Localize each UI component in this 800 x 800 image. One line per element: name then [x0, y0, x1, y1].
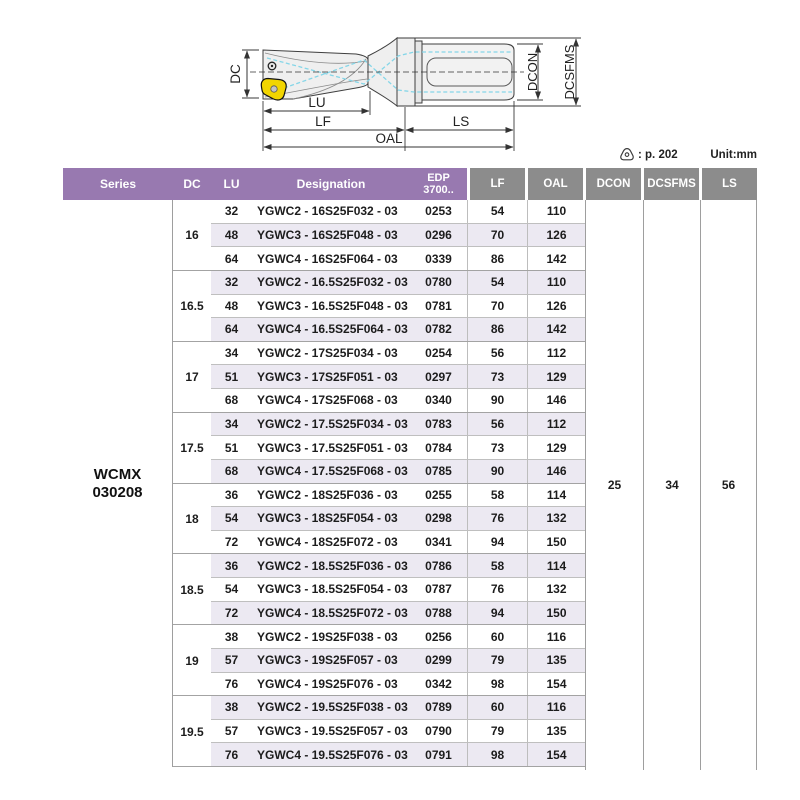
table-header [63, 168, 757, 200]
oal-cell: 142 [527, 318, 585, 341]
table-body [63, 200, 757, 767]
col-header-edp [410, 168, 467, 200]
table-row [173, 602, 585, 626]
oal-cell: 154 [527, 673, 585, 696]
row-stripe [211, 318, 585, 342]
dc-cell [173, 247, 211, 271]
designation-cell: YGWC2 - 18.5S25F036 - 03 [257, 558, 408, 573]
edp-cell: 0256 [425, 629, 452, 644]
lf-cell: 60 [467, 696, 527, 719]
lu-cell: 36 [224, 487, 239, 502]
oal-cell: 142 [527, 247, 585, 270]
edp-cell: 0299 [425, 653, 452, 668]
row-stripe [211, 200, 585, 224]
row-stripe [211, 342, 585, 366]
oal-cell: 126 [527, 295, 585, 318]
lf-cell: 76 [467, 578, 527, 601]
oal-cell: 112 [527, 413, 585, 436]
lf-cell: 90 [467, 460, 527, 483]
edp-cell: 0296 [425, 227, 452, 242]
edp-cell: 0789 [425, 700, 452, 715]
table-row [173, 295, 585, 319]
oal-cell: 129 [527, 365, 585, 388]
row-stripe [211, 365, 585, 389]
row-stripe [211, 436, 585, 460]
edp-cell: 0297 [425, 369, 452, 384]
designation-cell: YGWC3 - 19.5S25F057 - 03 [257, 724, 408, 739]
designation-cell: YGWC3 - 17.5S25F051 - 03 [257, 440, 408, 455]
dcsfms-label: DCSFMS [562, 44, 577, 100]
row-stripe [211, 531, 585, 555]
dc-cell [173, 625, 211, 649]
lf-cell: 76 [467, 507, 527, 530]
lu-cell: 38 [224, 700, 239, 715]
designation-cell: YGWC2 - 16S25F032 - 03 [257, 204, 398, 219]
lf-cell: 94 [467, 531, 527, 554]
designation-cell: YGWC2 - 17.5S25F034 - 03 [257, 416, 408, 431]
dc-cell [173, 673, 211, 697]
designation-cell: YGWC3 - 16.5S25F048 - 03 [257, 298, 408, 313]
row-stripe [211, 649, 585, 673]
oal-cell: 135 [527, 720, 585, 743]
edp-cell: 0781 [425, 298, 452, 313]
table-row [173, 531, 585, 555]
row-stripe [211, 484, 585, 508]
row-stripe [211, 507, 585, 531]
row-stripe [211, 413, 585, 437]
trigon-insert-icon [618, 146, 636, 164]
oal-cell: 146 [527, 389, 585, 412]
clamp-screw-icon [268, 62, 276, 70]
designation-cell: YGWC3 - 19S25F057 - 03 [257, 653, 398, 668]
lf-cell: 86 [467, 318, 527, 341]
lu-cell: 68 [224, 393, 239, 408]
edp-cell: 0784 [425, 440, 452, 455]
dc-cell: 18.5 [180, 582, 204, 597]
table-row [173, 673, 585, 697]
row-stripe [211, 578, 585, 602]
lu-cell: 76 [224, 676, 239, 691]
edp-cell: 0254 [425, 346, 452, 361]
lf-cell: 56 [467, 413, 527, 436]
table-row [173, 649, 585, 673]
unit-text: Unit:mm [710, 149, 757, 161]
table-row [173, 436, 585, 460]
unit-note [705, 146, 757, 164]
row-stripe [211, 247, 585, 271]
col-header-dcon: DCON [586, 168, 641, 200]
insert-page-reference [618, 146, 678, 164]
lu-cell: 64 [224, 322, 239, 337]
oal-cell: 110 [527, 200, 585, 223]
designation-cell: YGWC4 - 19S25F076 - 03 [257, 676, 398, 691]
dc-cell: 16.5 [180, 299, 204, 314]
table-row [173, 484, 585, 508]
designation-cell: YGWC2 - 19S25F038 - 03 [257, 629, 398, 644]
oal-cell: 112 [527, 342, 585, 365]
designation-cell: YGWC3 - 18S25F054 - 03 [257, 511, 398, 526]
oal-cell: 116 [527, 625, 585, 648]
table-row [173, 224, 585, 248]
lf-cell: 56 [467, 342, 527, 365]
row-stripe [211, 720, 585, 744]
edp-cell: 0788 [425, 605, 452, 620]
designation-cell: YGWC3 - 16S25F048 - 03 [257, 227, 398, 242]
designation-cell: YGWC2 - 19.5S25F038 - 03 [257, 700, 408, 715]
designation-cell: YGWC4 - 16.5S25F064 - 03 [257, 322, 408, 337]
table-rows [173, 200, 585, 767]
lu-cell: 72 [224, 605, 239, 620]
row-stripe [211, 271, 585, 295]
lf-cell: 94 [467, 602, 527, 625]
dcon-value-cell: 25 [585, 200, 643, 770]
dc-cell: 19 [185, 653, 199, 668]
oal-cell: 146 [527, 460, 585, 483]
designation-cell: YGWC4 - 17S25F068 - 03 [257, 393, 398, 408]
lu-cell: 68 [224, 464, 239, 479]
oal-cell: 154 [527, 743, 585, 766]
lf-cell: 90 [467, 389, 527, 412]
dc-cell [173, 696, 211, 720]
table-row [173, 271, 585, 295]
lu-cell: 57 [224, 653, 239, 668]
lu-cell: 38 [224, 629, 239, 644]
drill-technical-drawing [0, 0, 800, 170]
edp-cell: 0786 [425, 558, 452, 573]
oal-cell: 116 [527, 696, 585, 719]
edp-cell: 0340 [425, 393, 452, 408]
dcsfms-value-cell: 34 [643, 200, 700, 770]
table-row [173, 365, 585, 389]
page-ref-text: : p. 202 [638, 149, 678, 161]
row-stripe [211, 389, 585, 413]
dc-cell [173, 554, 211, 578]
dc-cell [173, 743, 211, 767]
dc-cell [173, 271, 211, 295]
dc-cell [173, 389, 211, 413]
row-stripe [211, 625, 585, 649]
table-row [173, 554, 585, 578]
col-header-series: Series [99, 177, 137, 191]
lf-cell: 58 [467, 554, 527, 577]
lf-cell: 54 [467, 200, 527, 223]
lf-cell: 86 [467, 247, 527, 270]
oal-label: OAL [375, 131, 403, 146]
dc-cell [173, 602, 211, 626]
dc-cell: 17 [185, 370, 199, 385]
dc-cell [173, 342, 211, 366]
dc-cell [173, 200, 211, 224]
table-row [173, 342, 585, 366]
col-header-dcsfms: DCSFMS [644, 168, 699, 200]
series-number: 030208 [92, 483, 143, 501]
lf-cell: 98 [467, 673, 527, 696]
edp-cell: 0255 [425, 487, 452, 502]
dc-cell: 17.5 [180, 441, 204, 456]
edp-cell: 0787 [425, 582, 452, 597]
col-header-ls: LS [702, 168, 757, 200]
oal-cell: 132 [527, 578, 585, 601]
table-row [173, 318, 585, 342]
dc-cell: 19.5 [180, 724, 204, 739]
dc-cell [173, 531, 211, 555]
designation-cell: YGWC2 - 18S25F036 - 03 [257, 487, 398, 502]
edp-cell: 0791 [425, 747, 452, 762]
oal-cell: 129 [527, 436, 585, 459]
lu-cell: 76 [224, 747, 239, 762]
col-header-dc: DC [183, 177, 201, 191]
col-header-lf: LF [470, 168, 525, 200]
designation-cell: YGWC4 - 18.5S25F072 - 03 [257, 605, 408, 620]
row-stripe [211, 295, 585, 319]
edp-cell: 0785 [425, 464, 452, 479]
edp-cell: 0782 [425, 322, 452, 337]
lf-cell: 73 [467, 436, 527, 459]
oal-cell: 150 [527, 602, 585, 625]
edp-cell: 0341 [425, 535, 452, 550]
designation-cell: YGWC4 - 17.5S25F068 - 03 [257, 464, 408, 479]
edp-cell: 0339 [425, 251, 452, 266]
series-cell [63, 200, 173, 767]
header-purple-block [63, 168, 467, 200]
oal-cell: 114 [527, 484, 585, 507]
series-name: WCMX [93, 465, 142, 483]
table-row [173, 578, 585, 602]
designation-cell: YGWC4 - 18S25F072 - 03 [257, 535, 398, 550]
lu-cell: 51 [224, 440, 239, 455]
designation-cell: YGWC3 - 18.5S25F054 - 03 [257, 582, 408, 597]
oal-cell: 135 [527, 649, 585, 672]
dc-cell [173, 413, 211, 437]
col-header-designation: Designation [296, 177, 366, 191]
designation-cell: YGWC2 - 16.5S25F032 - 03 [257, 275, 408, 290]
edp-cell: 0253 [425, 204, 452, 219]
edp-header-line2: 3700.. [423, 184, 454, 196]
merged-columns [585, 200, 757, 770]
lf-cell: 73 [467, 365, 527, 388]
designation-cell: YGWC3 - 17S25F051 - 03 [257, 369, 398, 384]
lu-cell: 32 [224, 204, 239, 219]
lu-cell: 34 [224, 346, 239, 361]
col-header-oal: OAL [528, 168, 583, 200]
row-stripe [211, 696, 585, 720]
row-stripe [211, 602, 585, 626]
lf-cell: 79 [467, 649, 527, 672]
table-row [173, 743, 585, 767]
dc-cell [173, 460, 211, 484]
edp-header-line1: EDP [427, 172, 450, 184]
edp-cell: 0780 [425, 275, 452, 290]
table-row [173, 247, 585, 271]
lf-label: LF [315, 114, 331, 129]
row-stripe [211, 743, 585, 767]
ls-label: LS [452, 114, 470, 129]
edp-cell: 0783 [425, 416, 452, 431]
edp-cell: 0790 [425, 724, 452, 739]
edp-cell: 0298 [425, 511, 452, 526]
row-stripe [211, 460, 585, 484]
dc-cell [173, 484, 211, 508]
lu-cell: 51 [224, 369, 239, 384]
table-row [173, 389, 585, 413]
designation-cell: YGWC2 - 17S25F034 - 03 [257, 346, 398, 361]
lf-cell: 98 [467, 743, 527, 766]
row-stripe [211, 673, 585, 697]
lf-cell: 54 [467, 271, 527, 294]
lu-cell: 54 [224, 582, 239, 597]
lu-cell: 48 [224, 227, 239, 242]
lu-cell: 57 [224, 724, 239, 739]
dc-label: DC [228, 64, 243, 84]
dc-cell [173, 318, 211, 342]
table-row [173, 507, 585, 531]
oal-cell: 110 [527, 271, 585, 294]
oal-cell: 114 [527, 554, 585, 577]
table-row [173, 460, 585, 484]
dc-cell: 16 [185, 228, 199, 243]
col-header-lu: LU [223, 177, 240, 191]
dcon-label: DCON [525, 52, 540, 92]
oal-cell: 132 [527, 507, 585, 530]
lu-cell: 64 [224, 251, 239, 266]
oal-cell: 150 [527, 531, 585, 554]
edp-cell: 0342 [425, 676, 452, 691]
designation-cell: YGWC4 - 19.5S25F076 - 03 [257, 747, 408, 762]
row-stripe [211, 224, 585, 248]
dc-cell: 18 [185, 511, 199, 526]
lf-cell: 79 [467, 720, 527, 743]
table-row [173, 625, 585, 649]
spec-table [63, 168, 757, 767]
lf-cell: 58 [467, 484, 527, 507]
lf-cell: 70 [467, 224, 527, 247]
lu-cell: 72 [224, 535, 239, 550]
table-row [173, 200, 585, 224]
oal-cell: 126 [527, 224, 585, 247]
lu-cell: 48 [224, 298, 239, 313]
lu-cell: 36 [224, 558, 239, 573]
lu-cell: 34 [224, 416, 239, 431]
ls-value-cell: 56 [700, 200, 757, 770]
table-row [173, 413, 585, 437]
table-row [173, 696, 585, 720]
lu-label: LU [308, 95, 326, 110]
lf-cell: 60 [467, 625, 527, 648]
lu-cell: 54 [224, 511, 239, 526]
lu-cell: 32 [224, 275, 239, 290]
designation-cell: YGWC4 - 16S25F064 - 03 [257, 251, 398, 266]
lf-cell: 70 [467, 295, 527, 318]
row-stripe [211, 554, 585, 578]
table-row [173, 720, 585, 744]
